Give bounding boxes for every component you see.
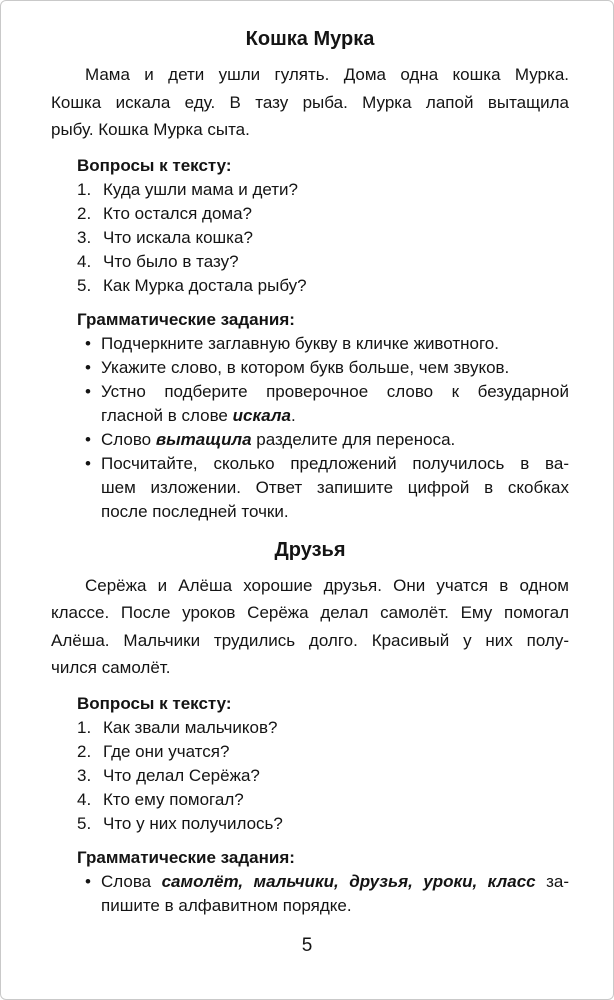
bullet-icon: • bbox=[85, 333, 91, 353]
story-line: Алёша. Мальчики трудились долго. Красивый у них полу- bbox=[51, 630, 569, 650]
page-content bbox=[1, 1, 613, 918]
grammar-line bbox=[101, 870, 569, 894]
question-text: Как звали мальчиков? bbox=[103, 717, 278, 737]
grammar-line bbox=[101, 356, 569, 380]
question-item bbox=[77, 788, 569, 812]
grammar-item-body bbox=[101, 356, 569, 380]
emphasized-word: вытащила bbox=[155, 429, 252, 449]
question-number: 2. bbox=[77, 741, 92, 761]
grammar-item-body bbox=[101, 332, 569, 356]
question-text: Что делал Серёжа? bbox=[103, 765, 260, 785]
question-item bbox=[77, 250, 569, 274]
text-run: гласной в слове bbox=[101, 405, 233, 425]
question-number: 1. bbox=[77, 717, 92, 737]
bullet-icon: • bbox=[85, 429, 91, 449]
page-number: 5 bbox=[301, 935, 313, 956]
question-number: 1. bbox=[77, 179, 92, 199]
section-title: Кошка Мурка bbox=[245, 28, 375, 50]
bullet-icon: • bbox=[85, 357, 91, 377]
question-item bbox=[77, 226, 569, 250]
questions-heading: Вопросы к тексту: bbox=[77, 155, 232, 175]
question-text: Что было в тазу? bbox=[103, 251, 239, 271]
grammar-item-body bbox=[101, 870, 569, 918]
question-item bbox=[77, 716, 569, 740]
grammar-list bbox=[85, 332, 569, 524]
question-number: 4. bbox=[77, 251, 92, 271]
question-item bbox=[77, 740, 569, 764]
story-line: классе. После уроков Серёжа делал самолёт. Ему помогал bbox=[51, 603, 569, 622]
text-run: разделите для переноса. bbox=[251, 429, 456, 449]
story-line: Мама и дети ушли гулять. Дома одна кошка Мурка. bbox=[85, 65, 569, 84]
grammar-item-body bbox=[101, 428, 569, 452]
grammar-item bbox=[85, 428, 569, 452]
bullet-icon: • bbox=[85, 381, 91, 401]
story-paragraph bbox=[51, 572, 569, 682]
question-item bbox=[77, 202, 569, 226]
grammar-heading: Грамматические задания: bbox=[77, 847, 295, 867]
story-paragraph bbox=[51, 61, 569, 144]
grammar-line bbox=[101, 476, 569, 500]
questions-heading: Вопросы к тексту: bbox=[77, 693, 232, 713]
grammar-item bbox=[85, 356, 569, 380]
text-run: Посчитайте, сколько предложений получилось в ва- bbox=[101, 453, 569, 473]
grammar-heading: Грамматические задания: bbox=[77, 309, 295, 329]
question-text: Куда ушли мама и дети? bbox=[103, 179, 298, 199]
text-run: Устно подберите проверочное слово к безударной bbox=[101, 381, 569, 401]
question-number: 3. bbox=[77, 227, 92, 247]
section-title: Друзья bbox=[274, 538, 346, 561]
question-text: Кто ему помогал? bbox=[103, 789, 244, 809]
text-run: Укажите слово, в котором букв больше, чем звуков. bbox=[101, 357, 510, 377]
bullet-icon: • bbox=[85, 453, 91, 473]
question-number: 4. bbox=[77, 789, 92, 809]
question-item bbox=[77, 812, 569, 836]
question-text: Как Мурка достала рыбу? bbox=[103, 275, 307, 295]
text-run: за- bbox=[535, 871, 569, 891]
grammar-item-body bbox=[101, 380, 569, 428]
question-number: 5. bbox=[77, 813, 92, 833]
text-run: Слово bbox=[101, 429, 156, 449]
bullet-icon: • bbox=[85, 871, 91, 891]
grammar-item bbox=[85, 380, 569, 428]
story-line: рыбу. Кошка Мурка сыта. bbox=[51, 120, 250, 139]
question-item bbox=[77, 178, 569, 202]
story-line: Серёжа и Алёша хорошие друзья. Они учатся в одном bbox=[85, 575, 569, 595]
question-item bbox=[77, 764, 569, 788]
question-number: 5. bbox=[77, 275, 92, 295]
text-run: Слова bbox=[101, 871, 162, 891]
question-number: 2. bbox=[77, 203, 92, 223]
text-run: Подчеркните заглавную букву в кличке животного. bbox=[101, 333, 499, 353]
story-line: чился самолёт. bbox=[51, 658, 171, 677]
question-number: 3. bbox=[77, 765, 92, 785]
emphasized-word: самолёт, мальчики, друзья, уроки, класс bbox=[161, 871, 536, 891]
grammar-line bbox=[101, 404, 569, 428]
text-run: . bbox=[290, 405, 296, 425]
grammar-item bbox=[85, 332, 569, 356]
question-text: Кто остался дома? bbox=[103, 203, 252, 223]
grammar-line bbox=[101, 500, 569, 524]
grammar-line bbox=[101, 894, 569, 918]
questions-list bbox=[77, 716, 569, 836]
question-text: Что у них получилось? bbox=[103, 813, 283, 833]
grammar-list bbox=[85, 870, 569, 918]
emphasized-word: искала bbox=[232, 405, 291, 425]
story-line: Кошка искала еду. В тазу рыба. Мурка лапой вытащила bbox=[51, 92, 569, 112]
grammar-line bbox=[101, 380, 569, 404]
grammar-line bbox=[101, 428, 569, 452]
grammar-line bbox=[101, 452, 569, 476]
grammar-line bbox=[101, 332, 569, 356]
text-run: после последней точки. bbox=[101, 501, 289, 521]
grammar-item bbox=[85, 870, 569, 918]
text-run: шем изложении. Ответ запишите цифрой в скобках bbox=[101, 477, 569, 497]
question-item bbox=[77, 274, 569, 298]
question-text: Где они учатся? bbox=[103, 741, 230, 761]
questions-list bbox=[77, 178, 569, 298]
grammar-item bbox=[85, 452, 569, 524]
grammar-item-body bbox=[101, 452, 569, 524]
question-text: Что искала кошка? bbox=[103, 227, 253, 247]
text-run: пишите в алфавитном порядке. bbox=[101, 895, 352, 915]
